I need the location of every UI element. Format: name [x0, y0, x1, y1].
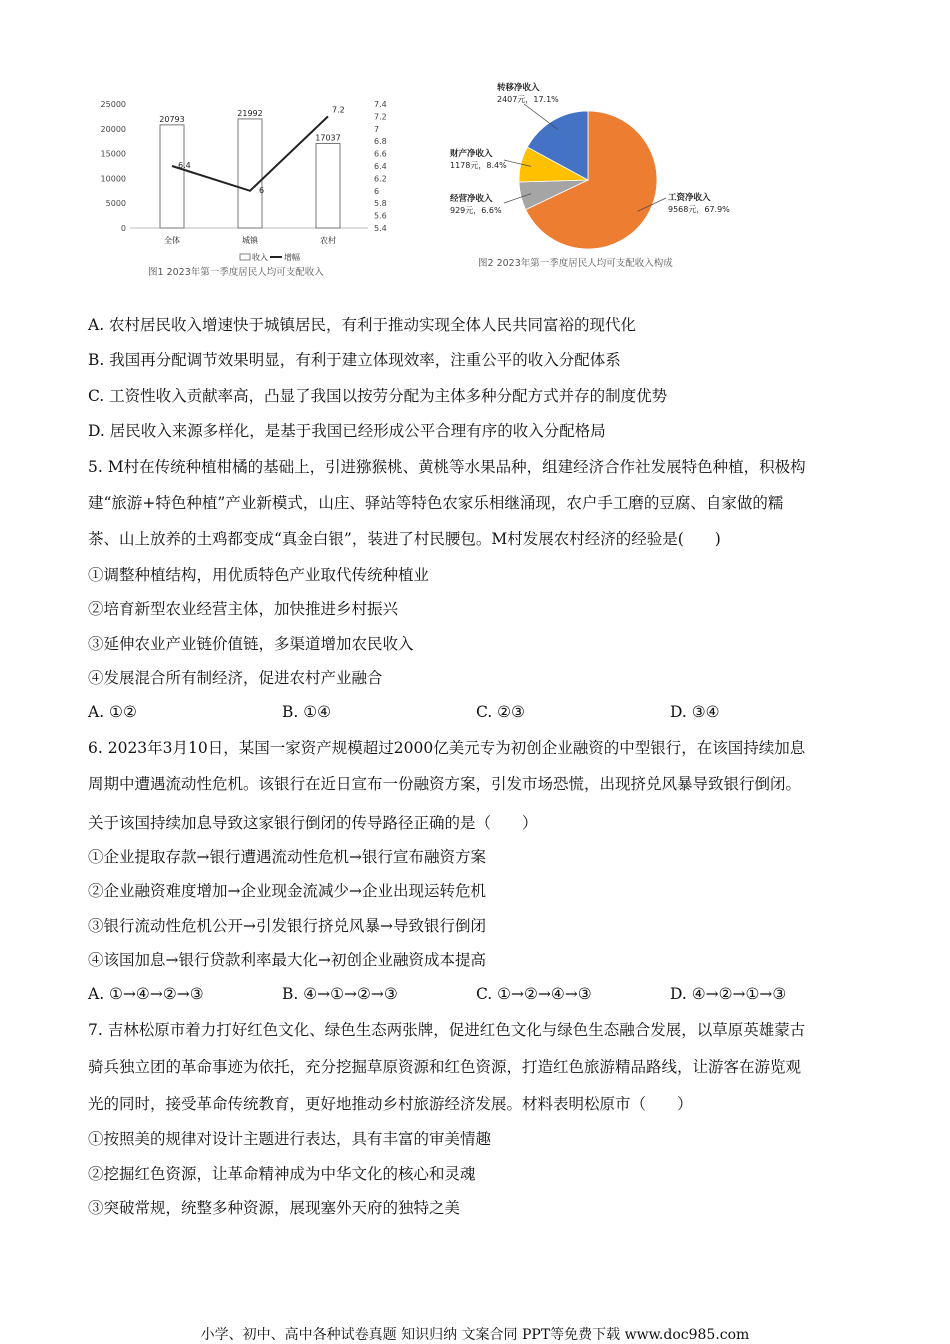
right-tick-label: 6.2	[374, 174, 387, 184]
right-tick-label: 7	[374, 124, 380, 134]
q6-choices	[88, 985, 878, 1005]
chart1-caption: 图1 2023年第一季度居民人均可支配收入	[148, 267, 324, 278]
left-tick-label: 15000	[100, 149, 126, 159]
legend-bar-label: 收入	[252, 253, 268, 262]
q4-option-d: D. 居民收入来源多样化，是基于我国已经形成公平合理有序的收入分配格局	[88, 422, 606, 440]
pie-slice-value: 1178元，8.4%	[450, 161, 507, 170]
q5-item-1: ①调整种植结构，用优质特色产业取代传统种植业	[88, 566, 430, 584]
category-label: 农村	[320, 236, 336, 245]
pie-chart	[450, 82, 730, 269]
growth-value-label: 6	[259, 185, 265, 195]
pie-slices	[519, 111, 657, 249]
right-tick-label: 7.2	[374, 112, 387, 122]
income-bar	[316, 143, 340, 228]
pie-slice-value: 2407元，17.1%	[497, 95, 559, 104]
left-tick-label: 20000	[100, 124, 126, 134]
q7-stem-line-1: 7. 吉林松原市着力打好红色文化、绿色生态两张牌，促进红色文化与绿色生态融合发展，以草原英雄蒙古	[88, 1021, 806, 1039]
bar-value-label: 20793	[159, 114, 185, 124]
right-tick-label: 5.4	[374, 224, 387, 233]
q4-option-c: C. 工资性收入贡献率高，凸显了我国以按劳分配为主体多种分配方式并存的制度优势	[88, 387, 668, 405]
q6-stem-line-2: 周期中遭遇流动性危机。该银行在近日宣布一份融资方案，引发市场恐慌，出现挤兑风暴导致银行倒闭。	[88, 775, 802, 793]
q6-item-1: ①企业提取存款→银行遭遇流动性危机→银行宣布融资方案	[88, 848, 486, 866]
q5-choice-a[interactable]: A. ①②	[88, 703, 137, 721]
q6-item-2: ②企业融资难度增加→企业现金流减少→企业出现运转危机	[88, 882, 486, 900]
legend-line-label: 增幅	[284, 253, 300, 262]
right-axis-ticks	[374, 100, 387, 233]
q6-choice-d[interactable]: D. ④→②→①→③	[670, 985, 787, 1003]
right-tick-label: 5.6	[374, 211, 387, 221]
q4-option-a: A. 农村居民收入增速快于城镇居民，有利于推动实现全体人民共同富裕的现代化	[88, 316, 637, 334]
figures	[0, 0, 950, 300]
q5-choice-c[interactable]: C. ②③	[476, 703, 525, 721]
right-tick-label: 5.8	[374, 199, 387, 209]
growth-value-label: 7.2	[332, 105, 345, 115]
bar-value-label: 21992	[237, 108, 263, 118]
q5-choice-d[interactable]: D. ③④	[670, 703, 720, 721]
q7-item-1: ①按照美的规律对设计主题进行表达，具有丰富的审美情趣	[88, 1130, 492, 1148]
q7-item-2: ②挖掘红色资源，让革命精神成为中华文化的核心和灵魂	[88, 1165, 476, 1183]
category-label: 城镇	[242, 236, 258, 245]
income-bar	[160, 125, 184, 228]
left-axis-ticks	[101, 100, 126, 233]
bar-line-chart	[101, 100, 387, 278]
pie-leader-line	[524, 104, 558, 130]
q6-item-3: ③银行流动性危机公开→引发银行挤兑风暴→导致银行倒闭	[88, 917, 486, 935]
q5-choice-b[interactable]: B. ①④	[282, 703, 332, 721]
pie-slice-name: 转移净收入	[497, 83, 540, 93]
q5-item-3: ③延伸农业产业链价值链，多渠道增加农民收入	[88, 635, 414, 653]
q5-stem-line-3: 茶、山上放养的土鸡都变成“真金白银”，装进了村民腰包。M村发展农村经济的经验是( )	[88, 530, 721, 548]
pie-slice-value: 929元，6.6%	[450, 206, 502, 215]
q6-choice-a[interactable]: A. ①→④→②→③	[88, 985, 204, 1003]
q5-stem-line-1: 5. M村在传统种植柑橘的基础上，引进猕猴桃、黄桃等水果品种，组建经济合作社发展特色种植，积极构	[88, 458, 806, 476]
pie-slice-name: 财产净收入	[450, 149, 493, 159]
q5-item-2: ②培育新型农业经营主体，加快推进乡村振兴	[88, 600, 399, 618]
pie-slice-name: 经营净收入	[450, 194, 493, 204]
right-tick-label: 7.4	[374, 100, 387, 109]
right-tick-label: 6.6	[374, 149, 387, 159]
q4-option-b: B. 我国再分配调节效果明显，有利于建立体现效率，注重公平的收入分配体系	[88, 351, 621, 369]
q6-stem-line-3: 关于该国持续加息导致这家银行倒闭的传导路径正确的是（ ）	[88, 814, 538, 832]
right-tick-label: 6.4	[374, 162, 387, 171]
chart1-legend	[240, 252, 300, 262]
bar-value-label: 17037	[315, 133, 341, 143]
q7-stem-line-2: 骑兵独立团的革命事迹为依托，充分挖掘草原资源和红色资源，打造红色旅游精品路线，让游客在游览观	[88, 1058, 802, 1076]
left-tick-label: 5000	[105, 199, 126, 209]
q6-item-4: ④该国加息→银行贷款利率最大化→初创企业融资成本提高	[88, 951, 486, 969]
left-tick-label: 0	[120, 224, 126, 233]
q5-stem-line-2: 建“旅游+特色种植”产业新模式，山庄、驿站等特色农家乐相继涌现，农户手工磨的豆腐、自家做的糯	[88, 494, 784, 512]
q5-item-4: ④发展混合所有制经济，促进农村产业融合	[88, 669, 383, 687]
category-labels	[164, 235, 336, 245]
income-bar	[238, 119, 265, 228]
q7-item-3: ③突破常规，统整多种资源，展现塞外天府的独特之美	[88, 1199, 461, 1217]
pie-slice-name: 工资净收入	[668, 193, 711, 203]
right-tick-label: 6	[374, 186, 380, 196]
q6-stem-line-1: 6. 2023年3月10日，某国一家资产规模超过2000亿美元专为初创企业融资的中型银行，在该国持续加息	[88, 739, 806, 757]
right-tick-label: 6.8	[374, 137, 387, 147]
q7-stem-line-3: 光的同时，接受革命传统教育，更好地推动乡村旅游经济发展。材料表明松原市（ ）	[88, 1095, 693, 1113]
left-tick-label: 25000	[100, 100, 126, 109]
q5-choices	[88, 703, 878, 723]
growth-value-label: 6.4	[178, 161, 191, 170]
q6-choice-c[interactable]: C. ①→②→④→③	[476, 985, 592, 1003]
category-label: 全体	[164, 236, 180, 245]
chart2-caption: 图2 2023年第一季度居民人均可支配收入构成	[478, 258, 673, 269]
legend-bar-swatch	[240, 254, 250, 260]
page-footer[interactable]: 小学、初中、高中各种试卷真题 知识归纳 文案合同 PPT等免费下载 www.doc985.com	[200, 1327, 750, 1343]
left-tick-label: 10000	[100, 174, 126, 184]
q6-choice-b[interactable]: B. ④→①→②→③	[282, 985, 398, 1003]
pie-slice-value: 9568元，67.9%	[668, 205, 730, 214]
